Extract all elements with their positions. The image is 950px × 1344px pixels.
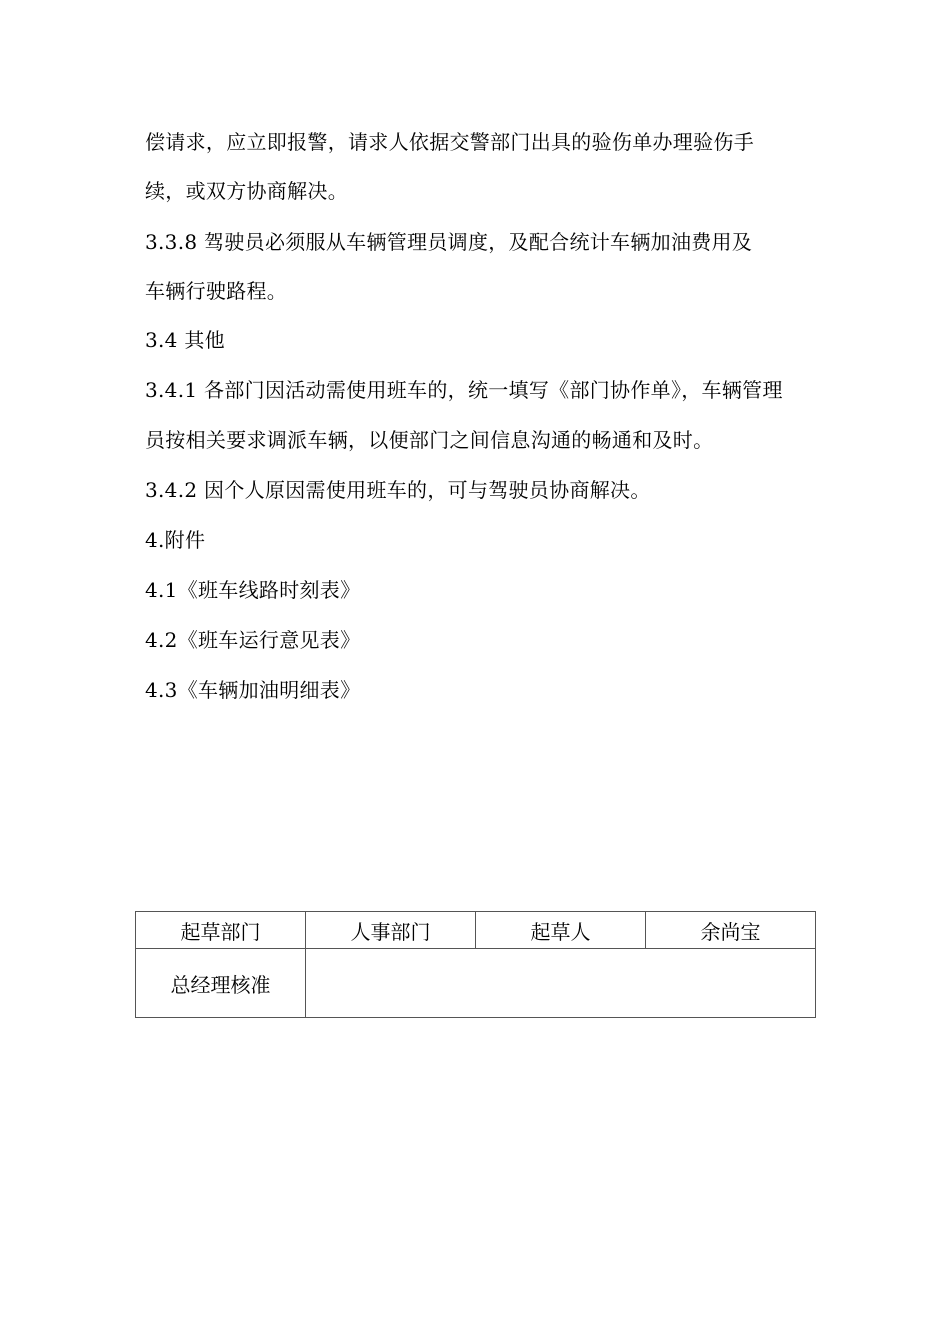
table-cell-drafter-label: 起草人 xyxy=(476,912,646,949)
attachment-item: 4.1《班车线路时刻表》 xyxy=(145,578,361,602)
table-row xyxy=(136,949,816,1018)
attachment-item: 4.2《班车运行意见表》 xyxy=(145,628,361,652)
paragraph-line: 3.3.8 驾驶员必须服从车辆管理员调度，及配合统计车辆加油费用及 xyxy=(145,230,753,254)
table-cell-gm-approval-label: 总经理核准 xyxy=(136,949,306,1018)
paragraph-line: 车辆行驶路程。 xyxy=(145,279,288,303)
paragraph-line: 员按相关要求调派车辆，以便部门之间信息沟通的畅通和及时。 xyxy=(145,428,714,452)
paragraph-line: 3.4.2 因个人原因需使用班车的，可与驾驶员协商解决。 xyxy=(145,478,651,502)
table-cell-drafter-value: 余尚宝 xyxy=(646,912,816,949)
signoff-table xyxy=(135,911,816,1018)
paragraph-line: 3.4.1 各部门因活动需使用班车的，统一填写《部门协作单》，车辆管理 xyxy=(145,378,783,402)
paragraph-line: 续，或双方协商解决。 xyxy=(145,179,348,203)
table-cell-draft-dept-value: 人事部门 xyxy=(306,912,476,949)
section-heading: 3.4 其他 xyxy=(145,328,225,352)
table-cell-draft-dept-label: 起草部门 xyxy=(136,912,306,949)
table-cell-gm-approval-value xyxy=(306,949,816,1018)
section-heading: 4.附件 xyxy=(145,528,206,552)
attachment-item: 4.3《车辆加油明细表》 xyxy=(145,678,361,702)
table-row xyxy=(136,912,816,949)
paragraph-line: 偿请求，应立即报警，请求人依据交警部门出具的验伤单办理验伤手 xyxy=(145,130,754,154)
